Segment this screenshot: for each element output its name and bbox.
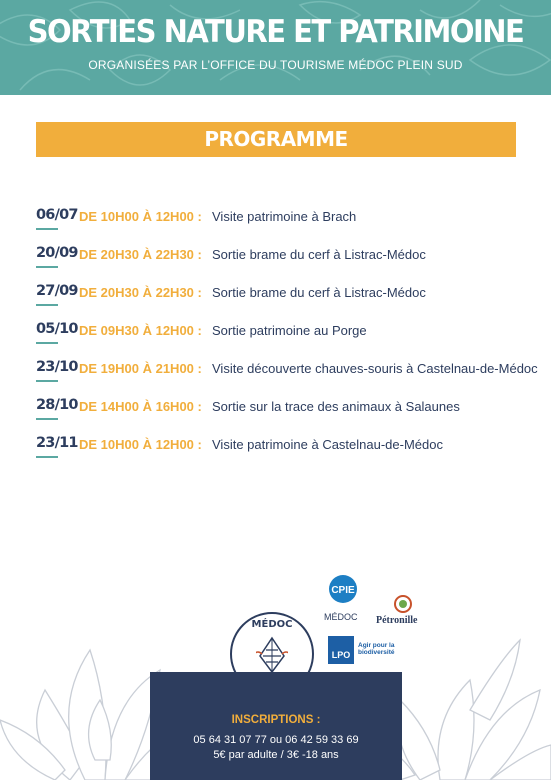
program-row — [36, 203, 536, 241]
program-date: 27/09 — [36, 283, 78, 299]
cpie-logo — [328, 574, 360, 604]
program-activity: Sortie brame du cerf à Listrac-Médoc — [212, 247, 426, 262]
program-row — [36, 355, 536, 393]
cpie-medoc-label: MÉDOC — [324, 612, 358, 622]
program-date: 20/09 — [36, 245, 78, 261]
program-activity: Visite découverte chauves-souris à Castelnau-de-Médoc — [212, 361, 538, 376]
program-time: DE 14H00 À 16H00 : — [79, 399, 202, 414]
lpo-tagline: Agir pour la biodiversité — [358, 642, 395, 656]
date-underline — [36, 228, 58, 230]
program-time: DE 20H30 À 22H30 : — [79, 247, 202, 262]
page-title: SORTIES NATURE ET PATRIMOINE — [27, 12, 524, 50]
date-underline — [36, 418, 58, 420]
program-time: DE 10H00 À 12H00 : — [79, 209, 202, 224]
inscriptions-price: 5€ par adulte / 3€ -18 ans — [213, 749, 339, 761]
program-activity: Sortie patrimoine au Porge — [212, 323, 367, 338]
date-underline — [36, 266, 58, 268]
program-time: DE 10H00 À 12H00 : — [79, 437, 202, 452]
date-underline — [36, 456, 58, 458]
program-date: 28/10 — [36, 397, 78, 413]
program-list — [36, 203, 536, 469]
program-row — [36, 393, 536, 431]
petronille-label: Pétronille — [376, 615, 418, 626]
petronille-logo — [388, 594, 418, 614]
cpie-logo-text: CPIE — [331, 585, 355, 596]
program-heading: PROGRAMME — [204, 127, 348, 151]
program-date: 06/07 — [36, 207, 78, 223]
program-row — [36, 279, 536, 317]
badge-pine-cone-icon — [256, 636, 288, 674]
program-time: DE 09H30 À 12H00 : — [79, 323, 202, 338]
program-date: 05/10 — [36, 321, 78, 337]
program-date: 23/11 — [36, 435, 78, 451]
program-banner — [36, 122, 516, 157]
program-activity: Sortie brame du cerf à Listrac-Médoc — [212, 285, 426, 300]
inscriptions-title: INSCRIPTIONS : — [231, 714, 321, 726]
inscriptions-box — [150, 672, 402, 780]
program-time: DE 20H30 À 22H30 : — [79, 285, 202, 300]
badge-top-text: MÉDOC — [251, 619, 293, 630]
page-subtitle: ORGANISÉES PAR L’OFFICE DU TOURISME MÉDOC PLEIN SUD — [88, 58, 463, 72]
program-time: DE 19H00 À 21H00 : — [79, 361, 202, 376]
program-activity: Visite patrimoine à Brach — [212, 209, 357, 224]
program-row — [36, 431, 536, 469]
program-activity: Visite patrimoine à Castelnau-de-Médoc — [212, 437, 443, 452]
date-underline — [36, 380, 58, 382]
date-underline — [36, 342, 58, 344]
lpo-logo: LPO — [328, 636, 354, 664]
program-row — [36, 241, 536, 279]
header-banner — [0, 0, 551, 95]
program-date: 23/10 — [36, 359, 78, 375]
inscriptions-phones: 05 64 31 07 77 ou 06 42 59 33 69 — [193, 734, 359, 746]
date-underline — [36, 304, 58, 306]
program-activity: Sortie sur la trace des animaux à Salaunes — [212, 399, 460, 414]
program-row — [36, 317, 536, 355]
partner-logos — [322, 570, 432, 670]
